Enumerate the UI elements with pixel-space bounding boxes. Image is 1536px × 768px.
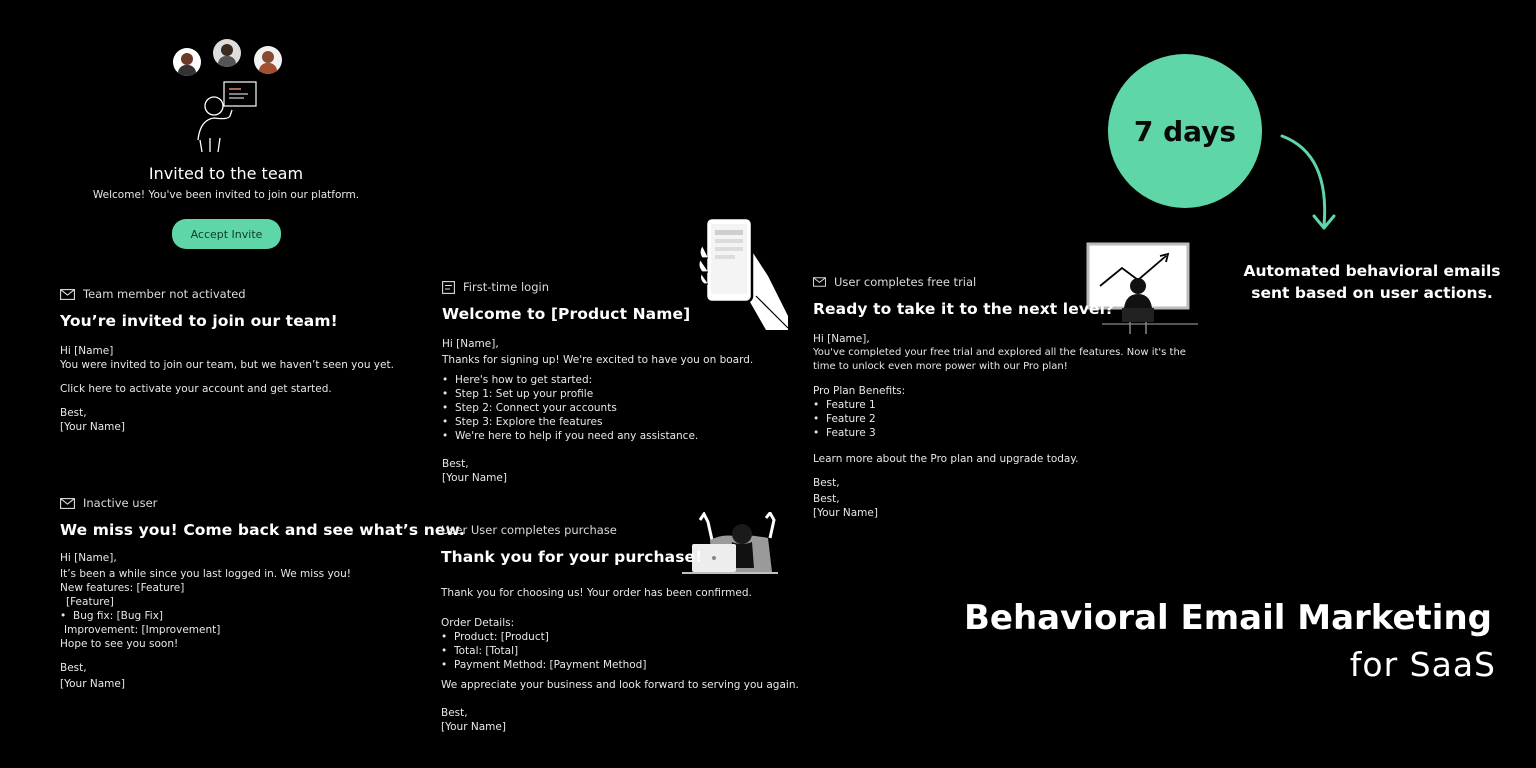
envelope-icon: [60, 498, 75, 509]
tag-label: User User completes purchase: [441, 523, 617, 537]
benefits-label: Pro Plan Benefits:: [813, 385, 906, 397]
signature: [Your Name]: [813, 507, 878, 519]
details-label: Order Details:: [441, 617, 515, 629]
login-icon: [442, 281, 455, 294]
signoff: Best,: [813, 477, 840, 489]
body-text: You've completed your free trial and explored all the features. Now it's the: [813, 347, 1186, 358]
email-not-activated: [60, 287, 420, 434]
signature: [Your Name]: [60, 678, 125, 690]
body-text: Thank you for choosing us! Your order has been confirmed.: [441, 587, 752, 599]
page-title: Behavioral Email Marketing: [964, 598, 1492, 638]
greeting: Hi [Name],: [813, 333, 870, 345]
list-item: • Here's how to get started:: [442, 373, 782, 387]
email-inactive-user: [60, 496, 465, 691]
body-text: time to unlock even more power with our Pro plan!: [813, 361, 1068, 372]
avatar-3: [254, 46, 282, 74]
body-text: We appreciate your business and look forward to serving you again.: [441, 679, 799, 691]
body-text: It’s been a while since you last logged in. We miss you!: [60, 568, 351, 580]
signoff: Best,: [441, 707, 468, 719]
list-item: • Product: [Product]: [441, 630, 801, 644]
activate-link-text[interactable]: Click here to activate your account and get started.: [60, 383, 332, 395]
badge-label: 7 days: [1133, 114, 1237, 148]
avatar-2: [213, 39, 241, 67]
email-headline: We miss you! Come back and see what’s new.: [60, 521, 465, 539]
email-headline: You’re invited to join our team!: [60, 312, 338, 330]
signature: [Your Name]: [60, 421, 125, 433]
email-first-time-login: [442, 280, 782, 485]
list-item: • Feature 2: [813, 412, 1203, 426]
invite-title: Invited to the team: [148, 164, 304, 183]
envelope-icon: [60, 289, 75, 300]
signoff: Best,: [60, 662, 87, 674]
update-line: New features: [Feature]: [60, 582, 185, 594]
update-line: • Bug fix: [Bug Fix]: [60, 609, 420, 623]
page-subtitle: for SaaS: [1349, 645, 1496, 684]
presenter-illustration: [192, 80, 262, 154]
body-text: Thanks for signing up! We're excited to have you on board.: [442, 354, 754, 366]
update-line: [Feature]: [66, 596, 114, 608]
invite-text: Welcome! You've been invited to join our platform.: [92, 189, 360, 201]
list-item: • Total: [Total]: [441, 644, 801, 658]
signoff: Best,: [442, 458, 469, 470]
curved-arrow-icon: [1278, 130, 1344, 234]
envelope-icon: [813, 277, 826, 287]
list-item: • Step 1: Set up your profile: [442, 387, 782, 401]
tag-label: Team member not activated: [83, 287, 246, 301]
signature: [Your Name]: [441, 721, 506, 733]
tag-label: User completes free trial: [834, 275, 977, 289]
email-headline: Welcome to [Product Name]: [442, 305, 691, 323]
closing-text: Hope to see you soon!: [60, 638, 179, 650]
accept-invite-button[interactable]: Accept Invite: [172, 219, 281, 249]
tag-label: Inactive user: [83, 496, 158, 510]
email-headline: Ready to take it to the next level?: [813, 300, 1115, 318]
upgrade-text[interactable]: Learn more about the Pro plan and upgrade today.: [813, 453, 1079, 465]
caption-line: Automated behavioral emails: [1243, 262, 1501, 280]
avatar-1: [173, 48, 201, 76]
caption-line: sent based on user actions.: [1251, 284, 1493, 302]
greeting: Hi [Name],: [60, 552, 117, 564]
email-free-trial: [813, 275, 1203, 520]
signoff: Best,: [813, 493, 840, 505]
tag-label: First-time login: [463, 280, 550, 294]
greeting: Hi [Name],: [442, 338, 499, 350]
email-headline: Thank you for your purchase!: [441, 548, 703, 566]
list-item: • Payment Method: [Payment Method]: [441, 658, 801, 672]
list-item: • We're here to help if you need any assistance.: [442, 429, 782, 443]
list-item: • Step 2: Connect your accounts: [442, 401, 782, 415]
email-purchase: [441, 523, 801, 734]
list-item: • Feature 1: [813, 398, 1203, 412]
signoff: Best,: [60, 407, 87, 419]
list-item: • Feature 3: [813, 426, 1203, 440]
greeting: Hi [Name]: [60, 345, 114, 357]
update-line: Improvement: [Improvement]: [64, 624, 221, 636]
caption: [1222, 260, 1522, 304]
signature: [Your Name]: [442, 472, 507, 484]
list-item: • Step 3: Explore the features: [442, 415, 782, 429]
seven-days-badge: [1108, 54, 1262, 208]
body-text: You were invited to join our team, but we haven’t seen you yet.: [60, 359, 394, 371]
